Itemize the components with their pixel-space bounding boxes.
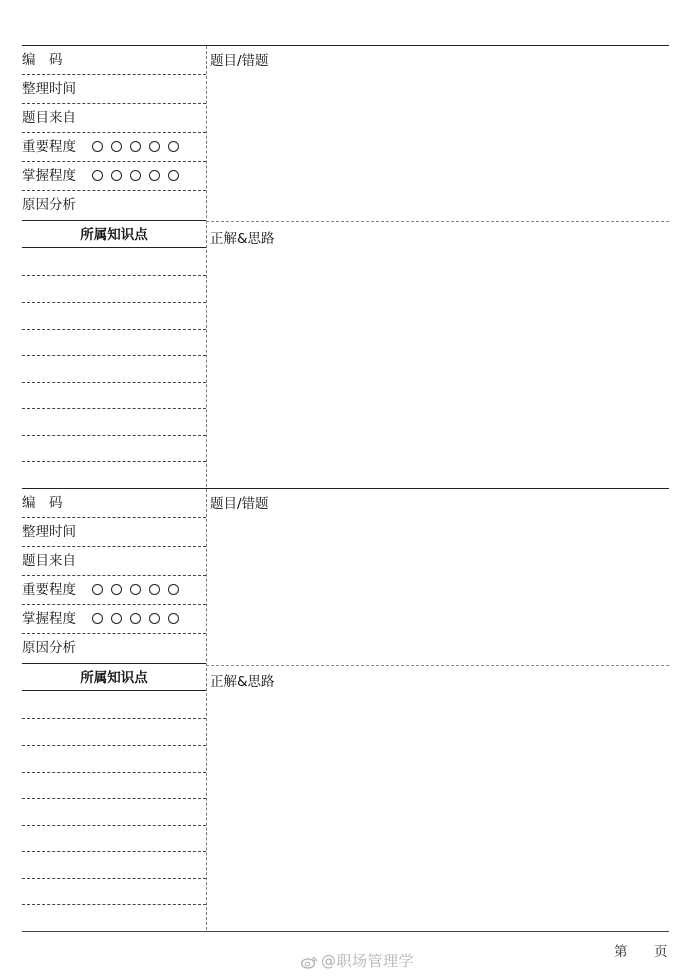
error-record-form-2 [22,488,669,930]
rating-circle-icon[interactable] [130,141,141,152]
knowledge-line[interactable] [22,408,206,409]
correct-solution-label: 正解&思路 [210,674,275,690]
importance-rating [92,133,187,162]
rating-circle-icon[interactable] [111,613,122,624]
answer-section-separator [206,221,669,222]
column-divider [206,46,207,487]
organize-time-label: 整理时间 [22,524,76,540]
rating-circle-icon[interactable] [149,613,160,624]
rating-circle-icon[interactable] [149,141,160,152]
error-record-form-1 [22,45,669,487]
rating-circle-icon[interactable] [130,170,141,181]
rating-circle-icon[interactable] [149,584,160,595]
reason-analysis-field[interactable] [22,191,206,221]
rating-circle-icon[interactable] [92,141,103,152]
page-suffix: 页 [654,944,668,960]
rating-circle-icon[interactable] [168,584,179,595]
knowledge-line[interactable] [22,718,206,719]
organize-time-label: 整理时间 [22,81,76,97]
reason-analysis-label: 原因分析 [22,640,76,656]
importance-label: 重要程度 [22,582,76,598]
knowledge-line[interactable] [22,878,206,879]
code-label: 编 码 [22,52,63,68]
rating-circle-icon[interactable] [168,613,179,624]
mastery-label: 掌握程度 [22,611,76,627]
rating-circle-icon[interactable] [168,141,179,152]
mastery-field [22,162,206,191]
watermark [300,950,414,971]
question-wrong-label: 题目/错题 [210,496,269,512]
knowledge-line[interactable] [22,275,206,276]
importance-field [22,576,206,605]
knowledge-point-header: 所属知识点 [22,222,206,248]
question-source-label: 题目来自 [22,110,76,126]
correct-solution-label: 正解&思路 [210,231,275,247]
importance-rating [92,576,187,605]
page-bottom-rule [22,931,669,932]
mastery-field [22,605,206,634]
knowledge-line[interactable] [22,851,206,852]
rating-circle-icon[interactable] [111,170,122,181]
watermark-text: @职场管理学 [321,952,415,970]
knowledge-line[interactable] [22,355,206,356]
rating-circle-icon[interactable] [92,170,103,181]
importance-label: 重要程度 [22,139,76,155]
importance-field [22,133,206,162]
reason-analysis-label: 原因分析 [22,197,76,213]
question-source-field[interactable] [22,547,206,576]
rating-circle-icon[interactable] [111,584,122,595]
code-field[interactable] [22,46,206,75]
reason-analysis-field[interactable] [22,634,206,664]
organize-time-field[interactable] [22,518,206,547]
code-field[interactable] [22,489,206,518]
rating-circle-icon[interactable] [92,584,103,595]
code-label: 编 码 [22,495,63,511]
knowledge-line[interactable] [22,745,206,746]
knowledge-line[interactable] [22,329,206,330]
knowledge-line[interactable] [22,302,206,303]
weibo-icon [300,955,318,969]
rating-circle-icon[interactable] [92,613,103,624]
rating-circle-icon[interactable] [111,141,122,152]
knowledge-line[interactable] [22,904,206,905]
knowledge-point-header: 所属知识点 [22,665,206,691]
knowledge-line[interactable] [22,772,206,773]
knowledge-line[interactable] [22,461,206,462]
column-divider [206,489,207,930]
organize-time-field[interactable] [22,75,206,104]
question-source-field[interactable] [22,104,206,133]
rating-circle-icon[interactable] [130,613,141,624]
mastery-label: 掌握程度 [22,168,76,184]
answer-section-separator [206,665,669,666]
mastery-rating [92,605,187,634]
rating-circle-icon[interactable] [149,170,160,181]
knowledge-line[interactable] [22,798,206,799]
question-wrong-label: 题目/错题 [210,53,269,69]
page-prefix: 第 [614,944,628,960]
rating-circle-icon[interactable] [130,584,141,595]
knowledge-line[interactable] [22,825,206,826]
knowledge-line[interactable] [22,382,206,383]
knowledge-line[interactable] [22,435,206,436]
question-source-label: 题目来自 [22,553,76,569]
rating-circle-icon[interactable] [168,170,179,181]
mastery-rating [92,162,187,191]
